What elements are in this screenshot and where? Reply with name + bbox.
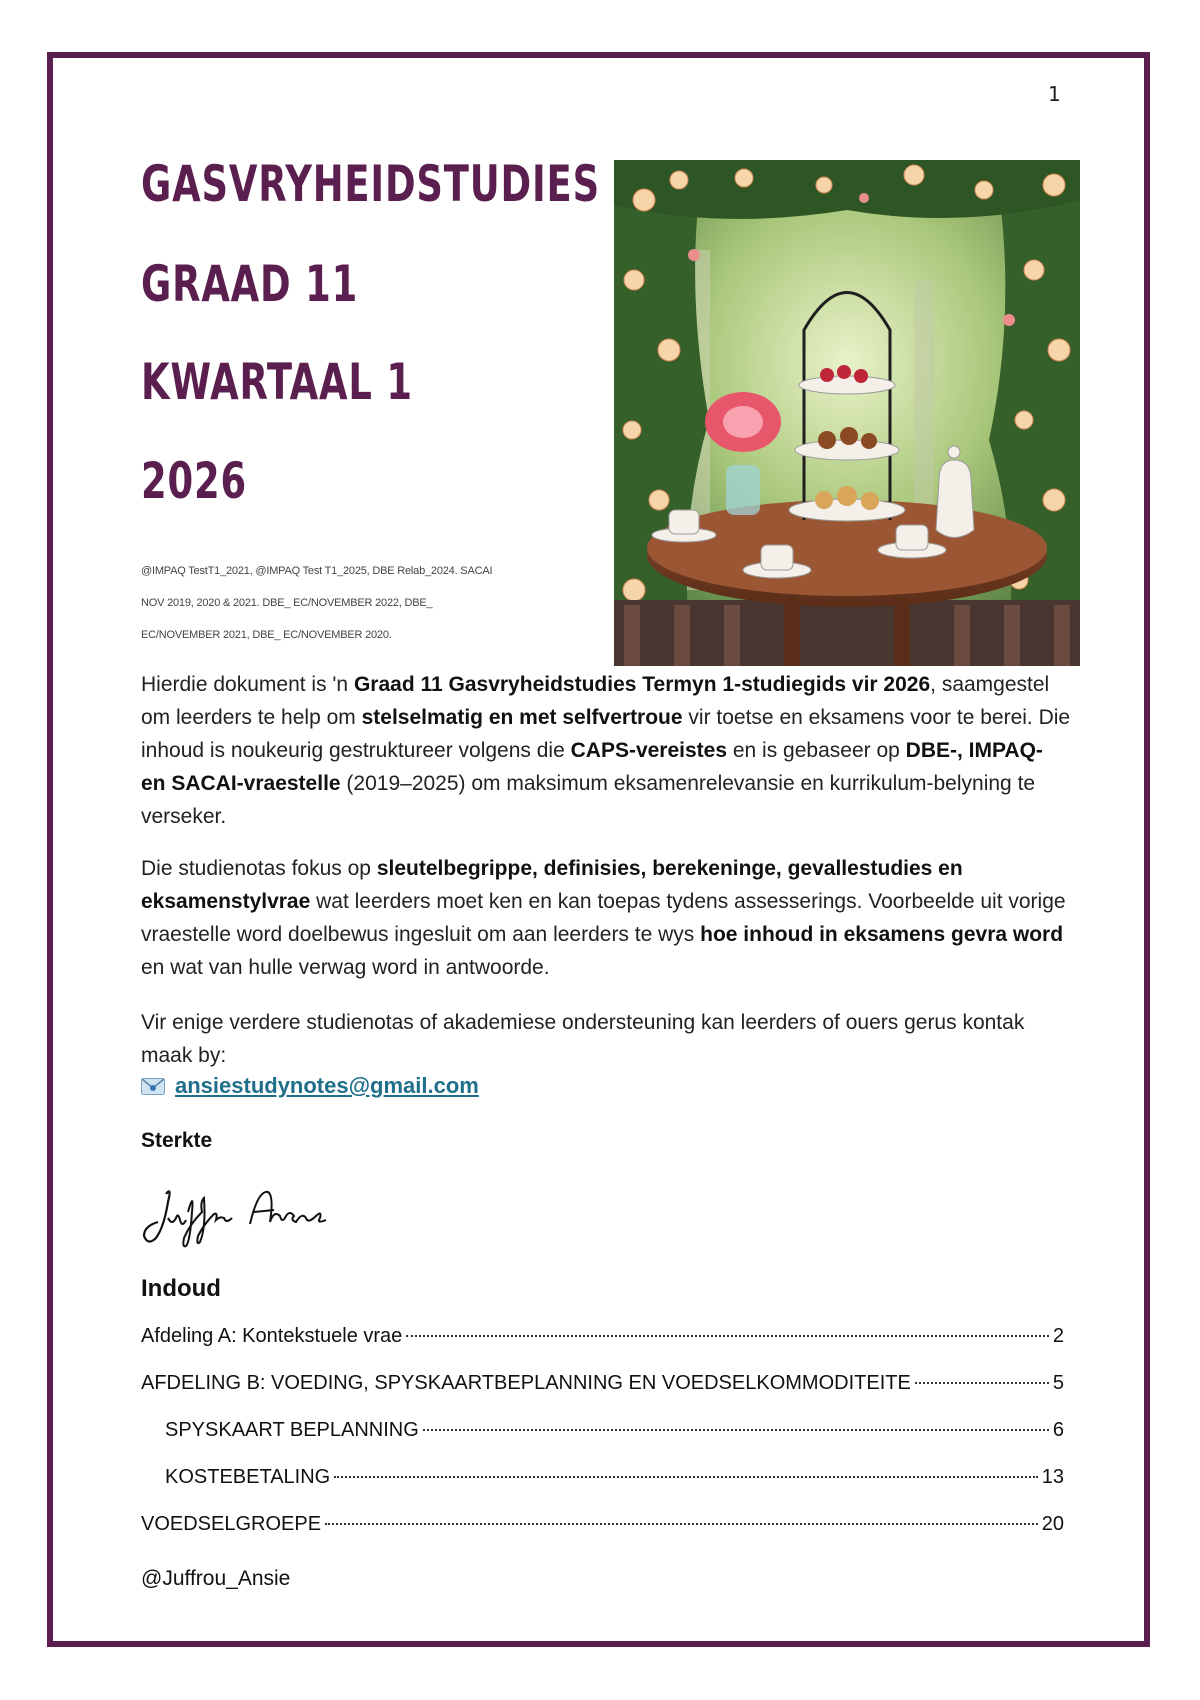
text-run: , saamgestel om leerders te help om [141, 673, 1050, 729]
toc-leader-dots [334, 1476, 1038, 1478]
text-run: en wat van hulle verwag word in antwoorde. [141, 956, 550, 979]
text-run: vir toetse en eksamens voor te berei. Die inhoud is noukeurig gestruktureer volgens die [141, 706, 1071, 762]
text-run: Die studienotas fokus op [141, 857, 377, 880]
sources-line: NOV 2019, 2020 & 2021. DBE_ EC/NOVEMBER 2022, DBE_ [141, 597, 433, 609]
high-tea-illustration [614, 160, 1080, 666]
toc-entry-page: 13 [1041, 1466, 1064, 1488]
contact-row [141, 1073, 479, 1099]
intro-paragraph-1 [141, 668, 1071, 833]
text-run-bold: Graad 11 Gasvryheidstudies Termyn 1-studiegids vir 2026 [353, 673, 931, 696]
text-run-bold: stelselmatig en met selfvertroue [361, 706, 683, 729]
text-run: (2019–2025) om maksimum eksamenrelevansie en kurrikulum-belyning te verseker. [141, 772, 1036, 828]
toc-entry-page: 6 [1052, 1419, 1064, 1441]
title-term: KWARTAAL 1 [141, 353, 413, 411]
text-run: Vir enige verdere studienotas of akademiese ondersteuning kan leerders of ouers gerus kontak maak by: [141, 1011, 1025, 1067]
toc-entry-label: SPYSKAART BEPLANNING [165, 1419, 419, 1441]
toc-entry-label: AFDELING B: VOEDING, SPYSKAARTBEPLANNING EN VOEDSELKOMMODITEITE [141, 1372, 911, 1394]
toc-leader-dots [423, 1429, 1049, 1431]
text-run: en is gebaseer op [727, 739, 906, 762]
toc-entry-label: VOEDSELGROEPE [141, 1513, 322, 1535]
intro-paragraph-2 [141, 852, 1071, 984]
sources-note [141, 555, 601, 651]
toc-entry-label: KOSTEBETALING [165, 1466, 331, 1488]
page-number: 1 [1048, 82, 1061, 106]
text-run-bold: hoe inhoud in eksamens gevra word [700, 923, 1064, 946]
text-run-bold: DBE-, IMPAQ- en SACAI-vraestelle [141, 739, 1043, 795]
table-of-contents [141, 1325, 1064, 1560]
toc-entry-page: 5 [1052, 1372, 1064, 1394]
closing-text: Sterkte [141, 1129, 213, 1152]
toc-leader-dots [406, 1335, 1049, 1337]
sources-line: @IMPAQ TestT1_2021, @IMPAQ Test T1_2025, DBE Relab_2024. SACAI [141, 565, 493, 577]
envelope-icon [141, 1078, 165, 1095]
text-run: Hierdie dokument is 'n [141, 673, 354, 696]
toc-entry[interactable] [141, 1419, 1064, 1466]
toc-leader-dots [325, 1523, 1038, 1525]
title-subject: GASVRYHEIDSTUDIES [141, 155, 600, 213]
toc-entry[interactable] [141, 1325, 1064, 1372]
sources-line: EC/NOVEMBER 2021, DBE_ EC/NOVEMBER 2020. [141, 629, 392, 641]
toc-entry[interactable] [141, 1513, 1064, 1560]
text-run-bold: sleutelbegrippe, definisies, berekeninge, gevallestudies en eksamenstylvrae [141, 857, 963, 913]
toc-entry[interactable] [141, 1372, 1064, 1419]
title-year: 2026 [141, 452, 247, 510]
toc-leader-dots [915, 1382, 1049, 1384]
toc-entry[interactable] [141, 1466, 1064, 1513]
handwritten-signature [138, 1182, 338, 1252]
email-link[interactable]: ansiestudynotes@gmail.com [175, 1073, 479, 1098]
toc-entry-page: 20 [1041, 1513, 1064, 1535]
toc-heading: Indoud [141, 1275, 221, 1302]
toc-entry-page: 2 [1052, 1325, 1064, 1347]
toc-entry-label: Afdeling A: Kontekstuele vrae [141, 1325, 403, 1347]
text-run-bold: CAPS-vereistes [570, 739, 728, 762]
intro-paragraph-3 [141, 1006, 1071, 1072]
title-grade: GRAAD 11 [141, 255, 359, 313]
text-run: wat leerders moet ken en kan toepas tydens assesserings. Voorbeelde uit vorige vraestelle word doelbewus ingesluit om aan leerders te wys [141, 890, 1066, 946]
footer-handle: @Juffrou_Ansie [141, 1567, 291, 1590]
